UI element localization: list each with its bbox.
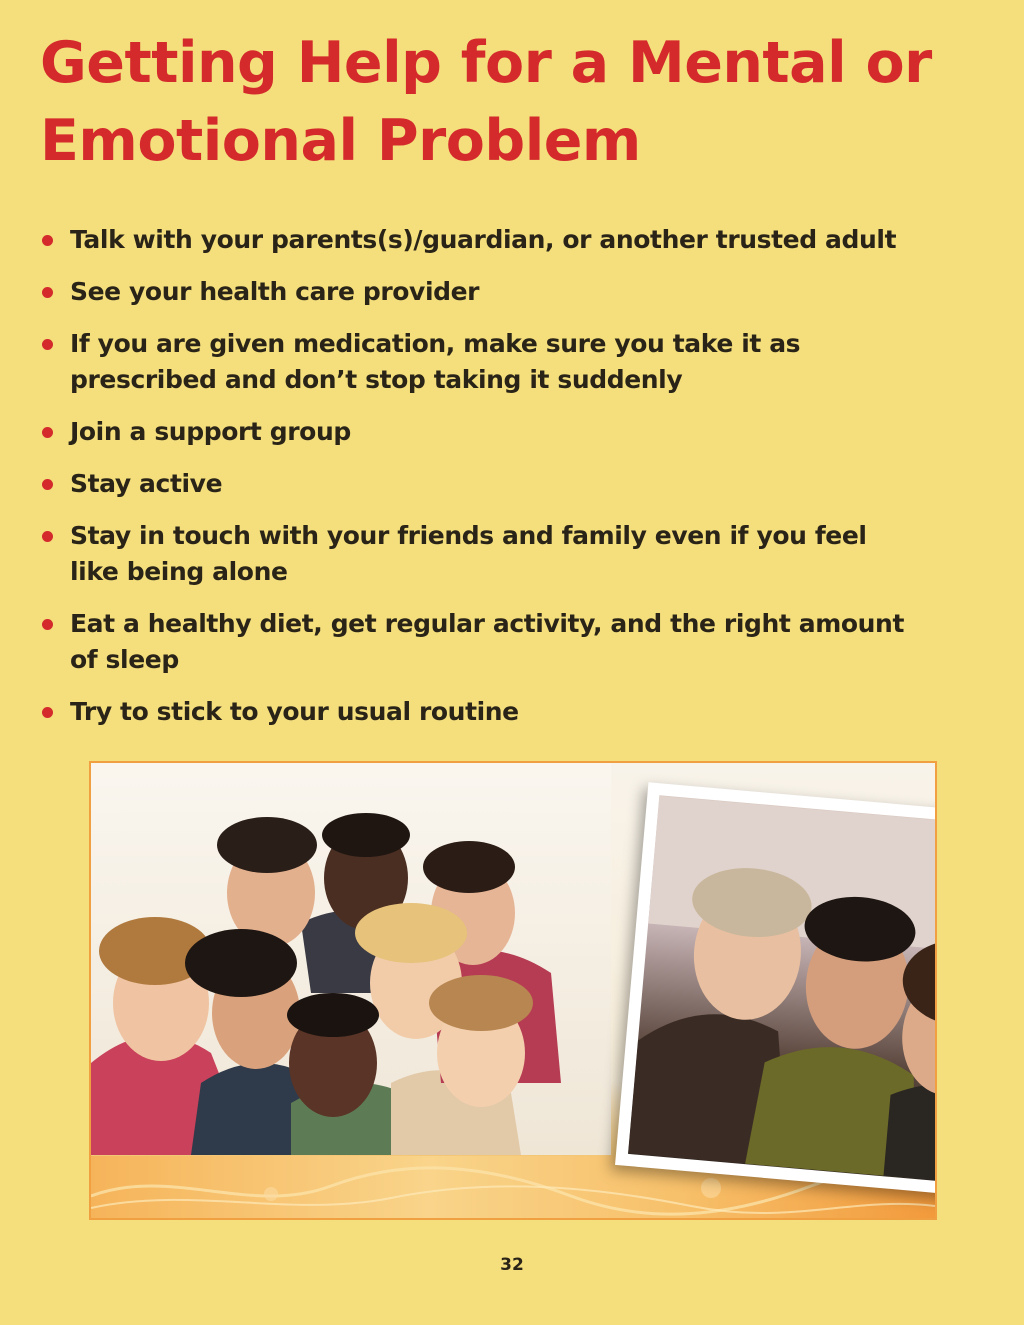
- bullet-icon: [42, 619, 53, 630]
- list-item: [40, 466, 920, 502]
- page-title: Getting Help for a Mental or Emotional Problem: [40, 30, 932, 174]
- family-photo: [615, 782, 937, 1199]
- bullet-icon: [42, 287, 53, 298]
- list-item: [40, 326, 920, 398]
- list-item: [40, 414, 920, 450]
- bullet-icon: [42, 479, 53, 490]
- list-item: [40, 222, 920, 258]
- list-item: [40, 274, 920, 310]
- group-of-teens-photo: [91, 763, 611, 1155]
- list-item: [40, 694, 920, 730]
- list-item-text: Talk with your parents(s)/guardian, or another trusted adult: [70, 225, 897, 254]
- tips-list: [40, 222, 920, 746]
- list-item-text: Stay in touch with your friends and family even if you feel like being alone: [70, 521, 867, 586]
- bullet-icon: [42, 427, 53, 438]
- list-item-text: See your health care provider: [70, 277, 480, 306]
- list-item-text: Join a support group: [70, 417, 351, 446]
- family-illustration: [628, 795, 937, 1186]
- list-item-text: Try to stick to your usual routine: [70, 697, 519, 726]
- list-item-text: If you are given medication, make sure you take it as prescribed and don’t stop taking it suddenly: [70, 329, 801, 394]
- list-item: [40, 606, 920, 678]
- bullet-icon: [42, 531, 53, 542]
- list-item-text: Stay active: [70, 469, 223, 498]
- list-item-text: Eat a healthy diet, get regular activity, and the right amount of sleep: [70, 609, 904, 674]
- page-number: 32: [500, 1255, 524, 1275]
- bullet-icon: [42, 707, 53, 718]
- bullet-icon: [42, 339, 53, 350]
- photo-collage: [89, 761, 937, 1220]
- family-photo-image: [628, 795, 937, 1186]
- bullet-icon: [42, 235, 53, 246]
- list-item: [40, 518, 920, 590]
